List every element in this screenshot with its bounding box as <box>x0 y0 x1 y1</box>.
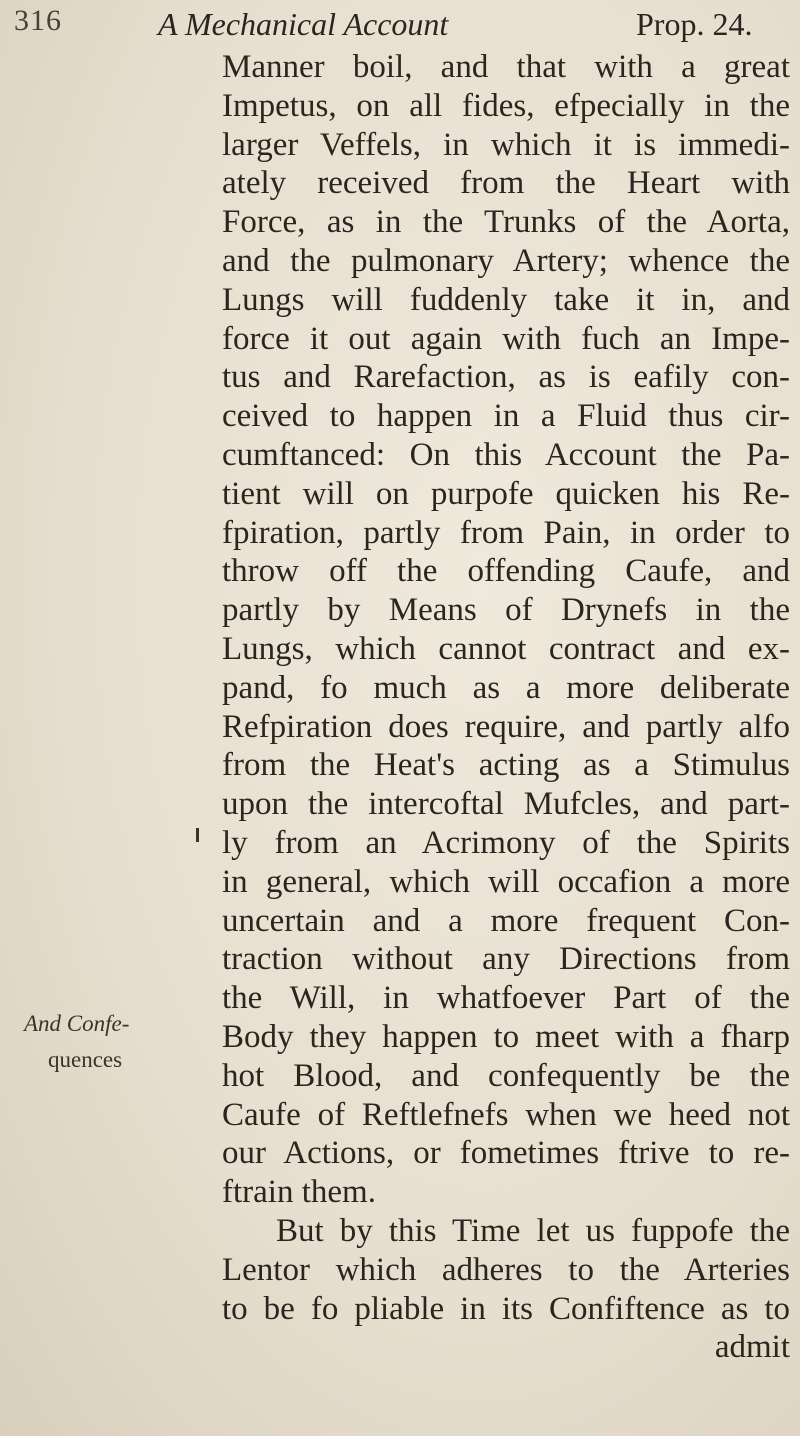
text-line: Impetus, on all fides, efpecially in the <box>222 87 790 124</box>
text-line: Body they happen to meet with a fharp <box>222 1018 790 1055</box>
text-line: Force, as in the Trunks of the Aorta, <box>222 204 790 241</box>
text-line: in general, which will occafion a more <box>222 863 790 900</box>
text-line: ly from an Acrimony of the Spirits <box>222 824 790 861</box>
text-line: Lentor which adheres to the Arteries <box>222 1251 790 1288</box>
text-line: from the Heat's acting as a Stimulus <box>222 747 790 784</box>
text-line: But by this Time let us fuppofe the <box>276 1212 790 1249</box>
text-line: the Will, in whatfoever Part of the <box>222 980 790 1017</box>
text-line: ftrain them. <box>222 1174 376 1211</box>
body-text <box>222 48 790 1367</box>
marginal-note <box>24 1006 129 1078</box>
running-head-prop: Prop. 24. <box>636 6 753 42</box>
text-line: Refpiration does require, and partly alfo <box>222 708 790 745</box>
text-line: tient will on purpofe quicken his Re- <box>222 475 790 512</box>
text-line: Manner boil, and that with a great <box>222 49 790 85</box>
text-line: ately received from the Heart with <box>222 165 790 202</box>
text-line: and the pulmonary Artery; whence the <box>222 242 790 279</box>
text-line: traction without any Directions from <box>222 941 790 978</box>
text-line: Lungs will fuddenly take it in, and <box>222 281 790 318</box>
catchword: admit <box>714 1329 790 1366</box>
running-head-title: A Mechanical Account <box>158 6 449 42</box>
text-line: partly by Means of Drynefs in the <box>222 592 790 629</box>
page-number: 316 <box>14 4 62 37</box>
text-line: Caufe of Reftlefnefs when we heed not <box>222 1096 790 1133</box>
text-line: uncertain and a more frequent Con- <box>222 902 790 939</box>
text-line: Lungs, which cannot contract and ex- <box>222 630 790 667</box>
text-line: hot Blood, and confequently be the <box>222 1057 790 1094</box>
text-line: tus and Rarefaction, as is eafily con- <box>222 359 790 396</box>
text-line: fpiration, partly from Pain, in order to <box>222 514 790 551</box>
text-line: larger Veffels, in which it is immedi- <box>222 126 790 163</box>
marginal-note-line: quences <box>48 1047 123 1072</box>
text-line: upon the intercoftal Mufcles, and part- <box>222 786 790 823</box>
text-line: our Actions, or fometimes ftrive to re- <box>222 1135 790 1172</box>
margin-mark <box>196 828 199 842</box>
text-line: force it out again with fuch an Impe- <box>222 320 790 357</box>
text-line: cumftanced: On this Account the Pa- <box>222 436 790 473</box>
running-head <box>158 6 768 43</box>
marginal-note-line: And Confe- <box>24 1011 130 1036</box>
text-line: to be fo pliable in its Confiftence as to <box>222 1290 790 1327</box>
text-line: pand, fo much as a more deliberate <box>222 669 790 706</box>
text-line: throw off the offending Caufe, and <box>222 553 790 590</box>
text-line: ceived to happen in a Fluid thus cir- <box>222 398 790 435</box>
